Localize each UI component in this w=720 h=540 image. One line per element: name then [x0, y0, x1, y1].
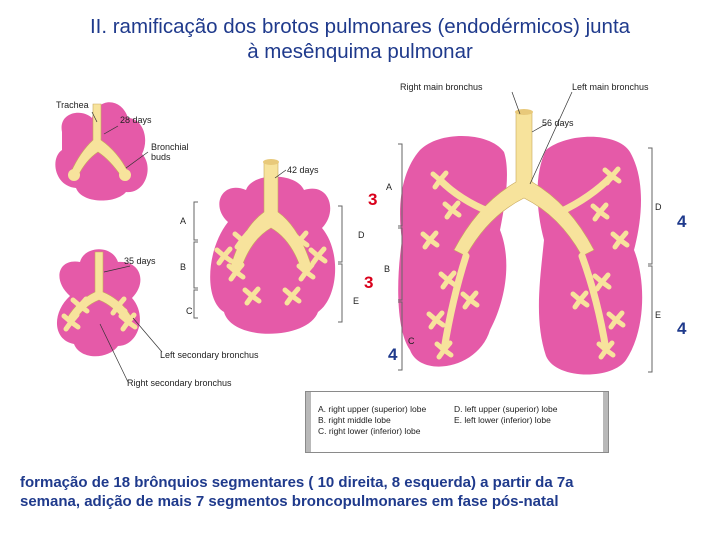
age-35-days-label: 35 days — [124, 256, 156, 266]
legend-right-lung — [318, 404, 426, 437]
lobe-letter-c-42: C — [186, 306, 193, 316]
age-42-days-label: 42 days — [287, 165, 319, 175]
title-line-2: à mesênquima pulmonar — [247, 40, 473, 63]
lobe-letter-c-56: C — [408, 336, 415, 346]
legend-item-e: E. left lower (inferior) lobe — [454, 415, 551, 425]
bronchial-label-line1: Bronchial — [151, 142, 189, 152]
lobe-letter-a-56: A — [386, 182, 393, 192]
lobe-letter-e-42: E — [353, 296, 360, 306]
right-lung — [398, 136, 507, 367]
slide-caption — [20, 473, 710, 511]
lobe-letter-b-56: B — [384, 264, 391, 274]
legend-left-lung — [454, 404, 557, 426]
slide-title — [0, 14, 720, 64]
right-main-bronchus-label: Right main bronchus — [400, 82, 483, 92]
lobe-letter-d-56: D — [655, 202, 662, 212]
lobe-letter-b-42: B — [180, 262, 187, 272]
segment-number-4-left-upper: 4 — [677, 212, 687, 231]
lung-development-figure — [0, 70, 720, 390]
stage-56-days — [398, 109, 642, 375]
caption-line-1: formação de 18 brônquios segmentares ( 10 direita, 8 esquerda) a partir da 7a — [20, 474, 574, 491]
lobe-letter-e-56: E — [655, 310, 662, 320]
lobe-legend — [305, 391, 609, 453]
right-secondary-bronchus-label: Right secondary bronchus — [127, 378, 232, 388]
left-lung — [538, 137, 643, 375]
segment-number-4-left-lower: 4 — [677, 319, 687, 338]
stage-42-days — [210, 159, 335, 334]
age-28-days-label: 28 days — [120, 115, 152, 125]
legend-item-c: C. right lower (inferior) lobe — [318, 426, 421, 436]
segment-number-3-upper: 3 — [368, 190, 378, 209]
lobe-letter-a-42: A — [180, 216, 187, 226]
left-secondary-bronchus-label: Left secondary bronchus — [160, 350, 259, 360]
left-main-bronchus-label: Left main bronchus — [572, 82, 649, 92]
trachea-label: Trachea — [56, 100, 89, 110]
lobe-letter-d-42: D — [358, 230, 365, 240]
legend-item-d: D. left upper (superior) lobe — [454, 404, 558, 414]
age-56-days-label: 56 days — [542, 118, 574, 128]
segment-number-3-middle: 3 — [364, 273, 374, 292]
legend-item-b: B. right middle lobe — [318, 415, 391, 425]
legend-item-a: A. right upper (superior) lobe — [318, 404, 427, 414]
title-line-1: II. ramificação dos brotos pulmonares (endodérmicos) junta — [89, 15, 631, 38]
legend-bar-right — [603, 392, 608, 452]
legend-bar-left — [306, 392, 311, 452]
segment-number-4-right-lower: 4 — [388, 345, 398, 364]
caption-line-2: semana, adição de mais 7 segmentos broncopulmonares em fase pós-natal — [20, 493, 559, 510]
bronchial-label-line2: buds — [151, 152, 171, 162]
